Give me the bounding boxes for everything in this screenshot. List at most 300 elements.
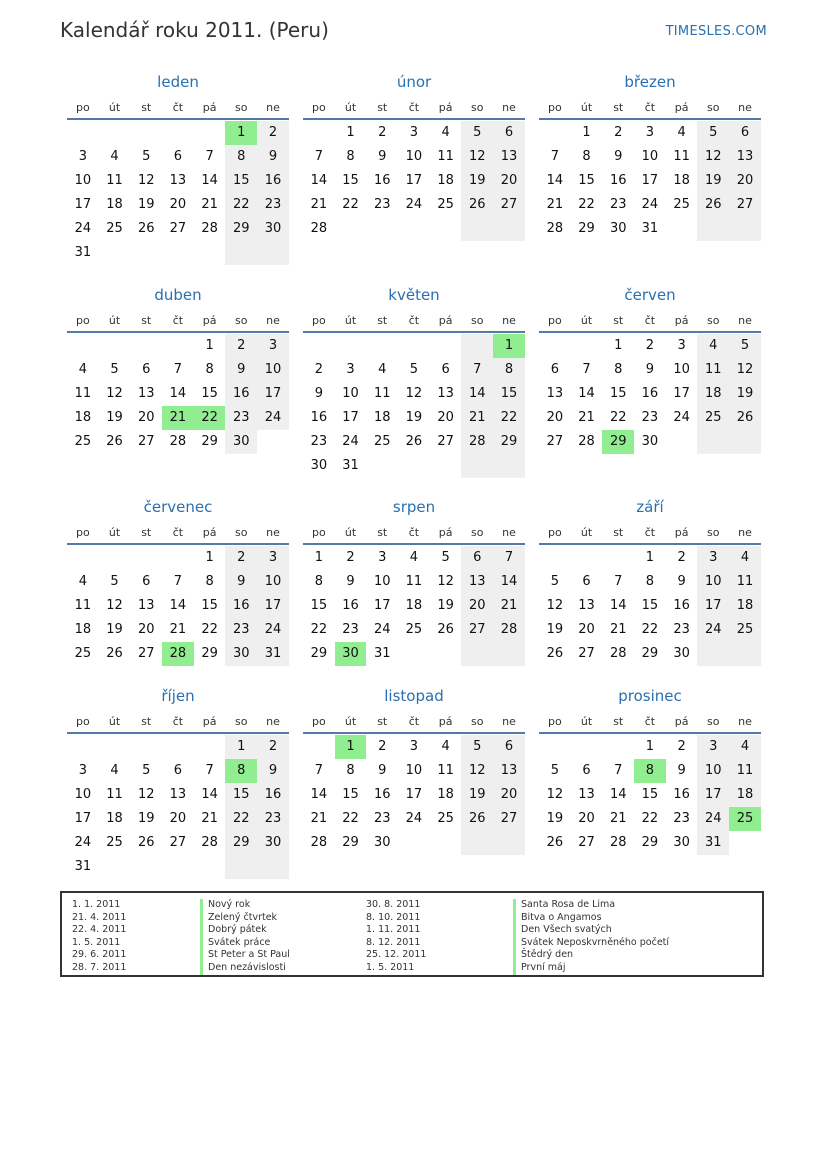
day-cell: 23	[373, 197, 391, 212]
day-cell: 13	[137, 386, 155, 401]
day-cell: 5	[697, 121, 729, 145]
day-cell: 4	[409, 550, 419, 565]
weekday-label: po	[311, 313, 326, 327]
day-cell: 18	[106, 197, 123, 212]
legend-date: 29. 6. 2011	[72, 949, 127, 961]
day-cell: 18	[437, 787, 454, 802]
day-cell: 27	[169, 221, 187, 236]
weekday-label: st	[141, 313, 152, 327]
month-listopad	[303, 686, 525, 855]
day-cell: 24	[257, 618, 289, 642]
weekday-label: st	[377, 313, 388, 327]
weekday-label: so	[235, 525, 248, 539]
weekday-label: po	[311, 100, 326, 114]
day-cell: 18	[74, 622, 92, 637]
day-cell: 20	[169, 197, 187, 212]
day-cell: 28	[609, 646, 627, 661]
empty-cell	[430, 454, 462, 478]
day-cell: 16	[257, 169, 289, 193]
day-cell: 6	[142, 362, 151, 377]
day-cell: 9	[314, 386, 323, 401]
empty-cell	[99, 241, 131, 265]
weekday-label: čt	[644, 313, 656, 327]
month-květen	[303, 285, 525, 478]
empty-cell	[257, 430, 289, 454]
day-cell: 5	[142, 763, 151, 778]
day-cell: 15	[578, 173, 595, 188]
day-cell: 29	[201, 646, 218, 661]
weekday-label: po	[547, 525, 562, 539]
empty-cell	[130, 121, 162, 145]
day-cell: 10	[697, 759, 729, 783]
legend-holiday-name: Svátek Neposkvrněného početí	[513, 937, 669, 950]
empty-cell	[194, 855, 226, 879]
day-cell: 15	[225, 783, 257, 807]
day-cell: 30	[225, 642, 257, 666]
day-cell: 7	[173, 362, 183, 377]
weekday-label: so	[471, 100, 484, 114]
weekday-label: ne	[266, 525, 280, 539]
day-cell: 10	[342, 386, 359, 401]
day-cell: 21	[609, 811, 627, 826]
weekday-label: ne	[502, 100, 516, 114]
empty-cell	[697, 430, 729, 454]
day-cell: 7	[173, 574, 183, 589]
weekday-label: ne	[738, 714, 752, 728]
day-cell: 1	[205, 338, 214, 353]
day-cell: 25	[437, 811, 454, 826]
days-grid	[303, 735, 525, 855]
day-cell: 27	[137, 646, 155, 661]
weekday-label: pá	[202, 100, 217, 114]
day-cell: 28	[201, 221, 218, 236]
empty-cell	[99, 121, 131, 145]
day-cell: 12	[106, 386, 123, 401]
weekday-label: st	[377, 525, 388, 539]
day-cell: 2	[677, 550, 686, 565]
day-cell: 5	[110, 574, 119, 589]
day-cell: 8	[645, 574, 655, 589]
day-cell: 9	[677, 763, 686, 778]
day-cell: 2	[314, 362, 323, 377]
day-cell: 19	[546, 811, 564, 826]
empty-cell	[303, 121, 335, 145]
empty-cell	[461, 642, 493, 666]
holiday-day-cell: 29	[602, 430, 634, 454]
day-cell: 26	[729, 406, 761, 430]
day-cell: 25	[106, 835, 123, 850]
day-cell: 16	[673, 787, 690, 802]
day-cell: 4	[729, 546, 761, 570]
empty-cell	[729, 217, 761, 241]
legend-holiday-name: První máj	[513, 962, 669, 975]
day-cell: 15	[609, 386, 627, 401]
legend-holiday-name: Nový rok	[200, 899, 290, 912]
day-cell: 2	[346, 550, 355, 565]
day-cell: 19	[106, 622, 123, 637]
weekday-label: st	[613, 313, 624, 327]
day-cell: 8	[225, 145, 257, 169]
day-cell: 24	[405, 811, 423, 826]
day-cell: 23	[310, 434, 328, 449]
empty-cell	[398, 454, 430, 478]
legend-date: 22. 4. 2011	[72, 924, 127, 936]
weekday-label: čt	[172, 313, 184, 327]
weekday-label: st	[141, 525, 152, 539]
days-grid	[539, 121, 761, 241]
weekday-label: ne	[266, 100, 280, 114]
day-cell: 5	[550, 574, 559, 589]
day-cell: 4	[697, 334, 729, 358]
day-cell: 4	[78, 362, 87, 377]
day-cell: 30	[257, 217, 289, 241]
day-cell: 10	[405, 763, 423, 778]
day-cell: 9	[346, 574, 355, 589]
day-cell: 9	[378, 763, 387, 778]
day-cell: 15	[201, 598, 218, 613]
day-cell: 20	[493, 783, 525, 807]
empty-cell	[430, 334, 462, 358]
day-cell: 29	[201, 434, 218, 449]
day-cell: 30	[609, 221, 627, 236]
day-cell: 26	[546, 835, 564, 850]
day-cell: 25	[673, 197, 690, 212]
day-cell: 5	[110, 362, 119, 377]
day-cell: 28	[609, 835, 627, 850]
day-cell: 1	[314, 550, 323, 565]
weekday-label: po	[75, 100, 90, 114]
weekday-header	[303, 710, 525, 734]
weekday-header	[303, 309, 525, 333]
holiday-day-cell: 30	[335, 642, 367, 666]
day-cell: 26	[137, 221, 155, 236]
weekday-label: po	[75, 525, 90, 539]
day-cell: 19	[697, 169, 729, 193]
day-cell: 11	[405, 574, 423, 589]
empty-cell	[67, 121, 99, 145]
day-cell: 24	[257, 406, 289, 430]
month-name: květen	[388, 286, 440, 304]
weekday-header	[67, 96, 289, 120]
day-cell: 23	[342, 622, 359, 637]
day-cell: 7	[582, 362, 591, 377]
empty-cell	[335, 217, 367, 241]
legend-holiday-name: Den nezávislosti	[200, 962, 290, 975]
month-únor	[303, 72, 525, 241]
site-link[interactable]: TIMESLES.COM	[665, 24, 767, 39]
day-cell: 6	[173, 763, 183, 778]
weekday-label: po	[547, 313, 562, 327]
day-cell: 1	[582, 125, 591, 140]
month-srpen	[303, 497, 525, 666]
day-cell: 17	[641, 173, 659, 188]
day-cell: 19	[437, 598, 454, 613]
empty-cell	[366, 334, 398, 358]
legend-date: 30. 8. 2011	[366, 899, 421, 910]
day-cell: 19	[546, 622, 564, 637]
day-cell: 16	[225, 382, 257, 406]
legend-dates-left	[72, 899, 126, 975]
day-cell: 29	[225, 831, 257, 855]
empty-cell	[602, 735, 634, 759]
day-cell: 5	[729, 334, 761, 358]
legend-dates-right	[366, 899, 426, 975]
day-cell: 22	[201, 622, 218, 637]
day-cell: 25	[74, 434, 92, 449]
day-cell: 30	[257, 831, 289, 855]
weekday-label: út	[580, 525, 593, 539]
day-cell: 11	[74, 386, 92, 401]
day-cell: 8	[346, 763, 355, 778]
day-cell: 30	[225, 430, 257, 454]
day-cell: 12	[546, 787, 564, 802]
day-cell: 13	[493, 145, 525, 169]
day-cell: 4	[441, 739, 450, 754]
day-cell: 13	[137, 598, 155, 613]
weekday-label: st	[141, 714, 152, 728]
day-cell: 20	[729, 169, 761, 193]
legend-holiday-name: St Peter a St Paul	[200, 949, 290, 962]
day-cell: 13	[729, 145, 761, 169]
day-cell: 22	[225, 807, 257, 831]
day-cell: 4	[378, 362, 387, 377]
day-cell: 19	[729, 382, 761, 406]
day-cell: 11	[437, 149, 454, 164]
day-cell: 12	[137, 173, 155, 188]
month-name: listopad	[384, 687, 444, 705]
weekday-label: st	[613, 525, 624, 539]
day-cell: 2	[225, 546, 257, 570]
legend-date: 1. 5. 2011	[366, 961, 415, 973]
weekday-label: út	[344, 313, 357, 327]
day-cell: 17	[697, 594, 729, 618]
day-cell: 16	[373, 787, 391, 802]
day-cell: 18	[106, 811, 123, 826]
legend-holiday-name: Den Všech svatých	[513, 924, 669, 937]
empty-cell	[539, 334, 571, 358]
day-cell: 5	[550, 763, 559, 778]
weekday-label: so	[235, 714, 248, 728]
weekday-label: po	[75, 714, 90, 728]
weekday-label: út	[580, 714, 593, 728]
legend-date: 1. 5. 2011	[72, 936, 121, 948]
holiday-day-cell: 1	[225, 121, 257, 145]
weekday-label: út	[344, 714, 357, 728]
empty-cell	[493, 831, 525, 855]
weekday-label: so	[707, 714, 720, 728]
day-cell: 1	[645, 739, 655, 754]
day-cell: 23	[673, 622, 690, 637]
month-říjen	[67, 686, 289, 879]
day-cell: 14	[578, 386, 595, 401]
days-grid	[539, 546, 761, 666]
day-cell: 30	[673, 835, 690, 850]
weekday-label: čt	[172, 525, 184, 539]
weekday-label: po	[311, 525, 326, 539]
weekday-label: st	[141, 100, 152, 114]
day-cell: 11	[373, 386, 391, 401]
day-cell: 18	[437, 173, 454, 188]
day-cell: 23	[609, 197, 627, 212]
days-grid	[303, 546, 525, 666]
day-cell: 10	[373, 574, 391, 589]
day-cell: 1	[205, 550, 214, 565]
day-cell: 21	[201, 811, 218, 826]
day-cell: 2	[378, 739, 387, 754]
day-cell: 24	[697, 807, 729, 831]
empty-cell	[398, 831, 430, 855]
weekday-label: čt	[644, 525, 656, 539]
day-cell: 22	[578, 197, 595, 212]
day-cell: 28	[461, 430, 493, 454]
day-cell: 7	[550, 149, 559, 164]
weekday-label: so	[471, 313, 484, 327]
holiday-day-cell: 1	[493, 334, 525, 358]
days-grid	[67, 735, 289, 879]
day-cell: 20	[461, 594, 493, 618]
empty-cell	[194, 121, 226, 145]
day-cell: 4	[78, 574, 87, 589]
days-grid	[67, 121, 289, 265]
day-cell: 10	[74, 787, 92, 802]
day-cell: 7	[493, 546, 525, 570]
empty-cell	[99, 855, 131, 879]
weekday-label: ne	[502, 313, 516, 327]
day-cell: 23	[225, 618, 257, 642]
weekday-label: po	[311, 714, 326, 728]
legend-date: 8. 12. 2011	[366, 936, 421, 948]
empty-cell	[130, 735, 162, 759]
weekday-label: so	[235, 100, 248, 114]
day-cell: 2	[677, 739, 686, 754]
day-cell: 12	[405, 386, 423, 401]
day-cell: 16	[373, 173, 391, 188]
day-cell: 16	[342, 598, 359, 613]
month-name: leden	[157, 73, 199, 91]
day-cell: 6	[582, 763, 591, 778]
day-cell: 5	[461, 735, 493, 759]
day-cell: 20	[546, 410, 564, 425]
empty-cell	[539, 121, 571, 145]
day-cell: 24	[74, 221, 92, 236]
legend-names-right	[513, 899, 669, 975]
holiday-day-cell: 28	[162, 642, 194, 666]
day-cell: 27	[137, 434, 155, 449]
empty-cell	[571, 334, 603, 358]
day-cell: 10	[257, 358, 289, 382]
legend-holiday-name: Štědrý den	[513, 949, 669, 962]
weekday-label: st	[613, 100, 624, 114]
empty-cell	[729, 642, 761, 666]
day-cell: 23	[673, 811, 690, 826]
day-cell: 15	[225, 169, 257, 193]
day-cell: 26	[437, 622, 454, 637]
day-cell: 10	[405, 149, 423, 164]
day-cell: 29	[493, 430, 525, 454]
weekday-label: čt	[408, 313, 420, 327]
legend-holiday-name: Svátek práce	[200, 937, 290, 950]
day-cell: 19	[461, 783, 493, 807]
weekday-label: pá	[438, 525, 453, 539]
weekday-label: čt	[408, 525, 420, 539]
day-cell: 16	[609, 173, 627, 188]
day-cell: 3	[677, 338, 686, 353]
day-cell: 4	[677, 125, 686, 140]
day-cell: 14	[169, 598, 187, 613]
day-cell: 3	[697, 546, 729, 570]
day-cell: 9	[257, 145, 289, 169]
day-cell: 11	[697, 358, 729, 382]
day-cell: 26	[137, 835, 155, 850]
empty-cell	[461, 454, 493, 478]
legend-holiday-name: Zelený čtvrtek	[200, 912, 290, 925]
empty-cell	[398, 642, 430, 666]
legend-names-left	[200, 899, 290, 975]
empty-cell	[67, 735, 99, 759]
day-cell: 15	[201, 386, 218, 401]
day-cell: 3	[378, 550, 387, 565]
empty-cell	[666, 430, 698, 454]
empty-cell	[729, 430, 761, 454]
empty-cell	[729, 831, 761, 855]
month-name: prosinec	[618, 687, 682, 705]
days-grid	[539, 334, 761, 454]
weekday-label: so	[471, 525, 484, 539]
weekday-label: čt	[644, 714, 656, 728]
day-cell: 13	[461, 570, 493, 594]
day-cell: 5	[461, 121, 493, 145]
weekday-label: pá	[202, 313, 217, 327]
day-cell: 24	[342, 434, 359, 449]
day-cell: 17	[74, 197, 92, 212]
day-cell: 3	[697, 735, 729, 759]
day-cell: 25	[729, 618, 761, 642]
day-cell: 10	[697, 570, 729, 594]
day-cell: 17	[697, 783, 729, 807]
day-cell: 16	[673, 598, 690, 613]
weekday-header	[303, 96, 525, 120]
day-cell: 7	[205, 763, 214, 778]
month-name: červenec	[143, 498, 213, 516]
day-cell: 17	[673, 386, 690, 401]
day-cell: 3	[78, 763, 87, 778]
weekday-label: út	[344, 525, 357, 539]
day-cell: 11	[729, 570, 761, 594]
month-name: únor	[396, 73, 432, 91]
weekday-label: st	[613, 714, 624, 728]
day-cell: 21	[461, 406, 493, 430]
day-cell: 9	[225, 358, 257, 382]
days-grid	[539, 735, 761, 855]
day-cell: 6	[729, 121, 761, 145]
day-cell: 25	[697, 406, 729, 430]
holiday-day-cell: 1	[335, 735, 367, 759]
legend-date: 28. 7. 2011	[72, 961, 127, 973]
empty-cell	[130, 241, 162, 265]
day-cell: 31	[257, 642, 289, 666]
day-cell: 1	[614, 338, 623, 353]
weekday-label: čt	[172, 714, 184, 728]
day-cell: 8	[582, 149, 591, 164]
day-cell: 22	[493, 406, 525, 430]
empty-cell	[162, 855, 194, 879]
day-cell: 15	[310, 598, 328, 613]
day-cell: 7	[314, 149, 323, 164]
day-cell: 17	[373, 598, 391, 613]
day-cell: 7	[205, 149, 214, 164]
day-cell: 26	[106, 646, 123, 661]
day-cell: 30	[373, 835, 391, 850]
